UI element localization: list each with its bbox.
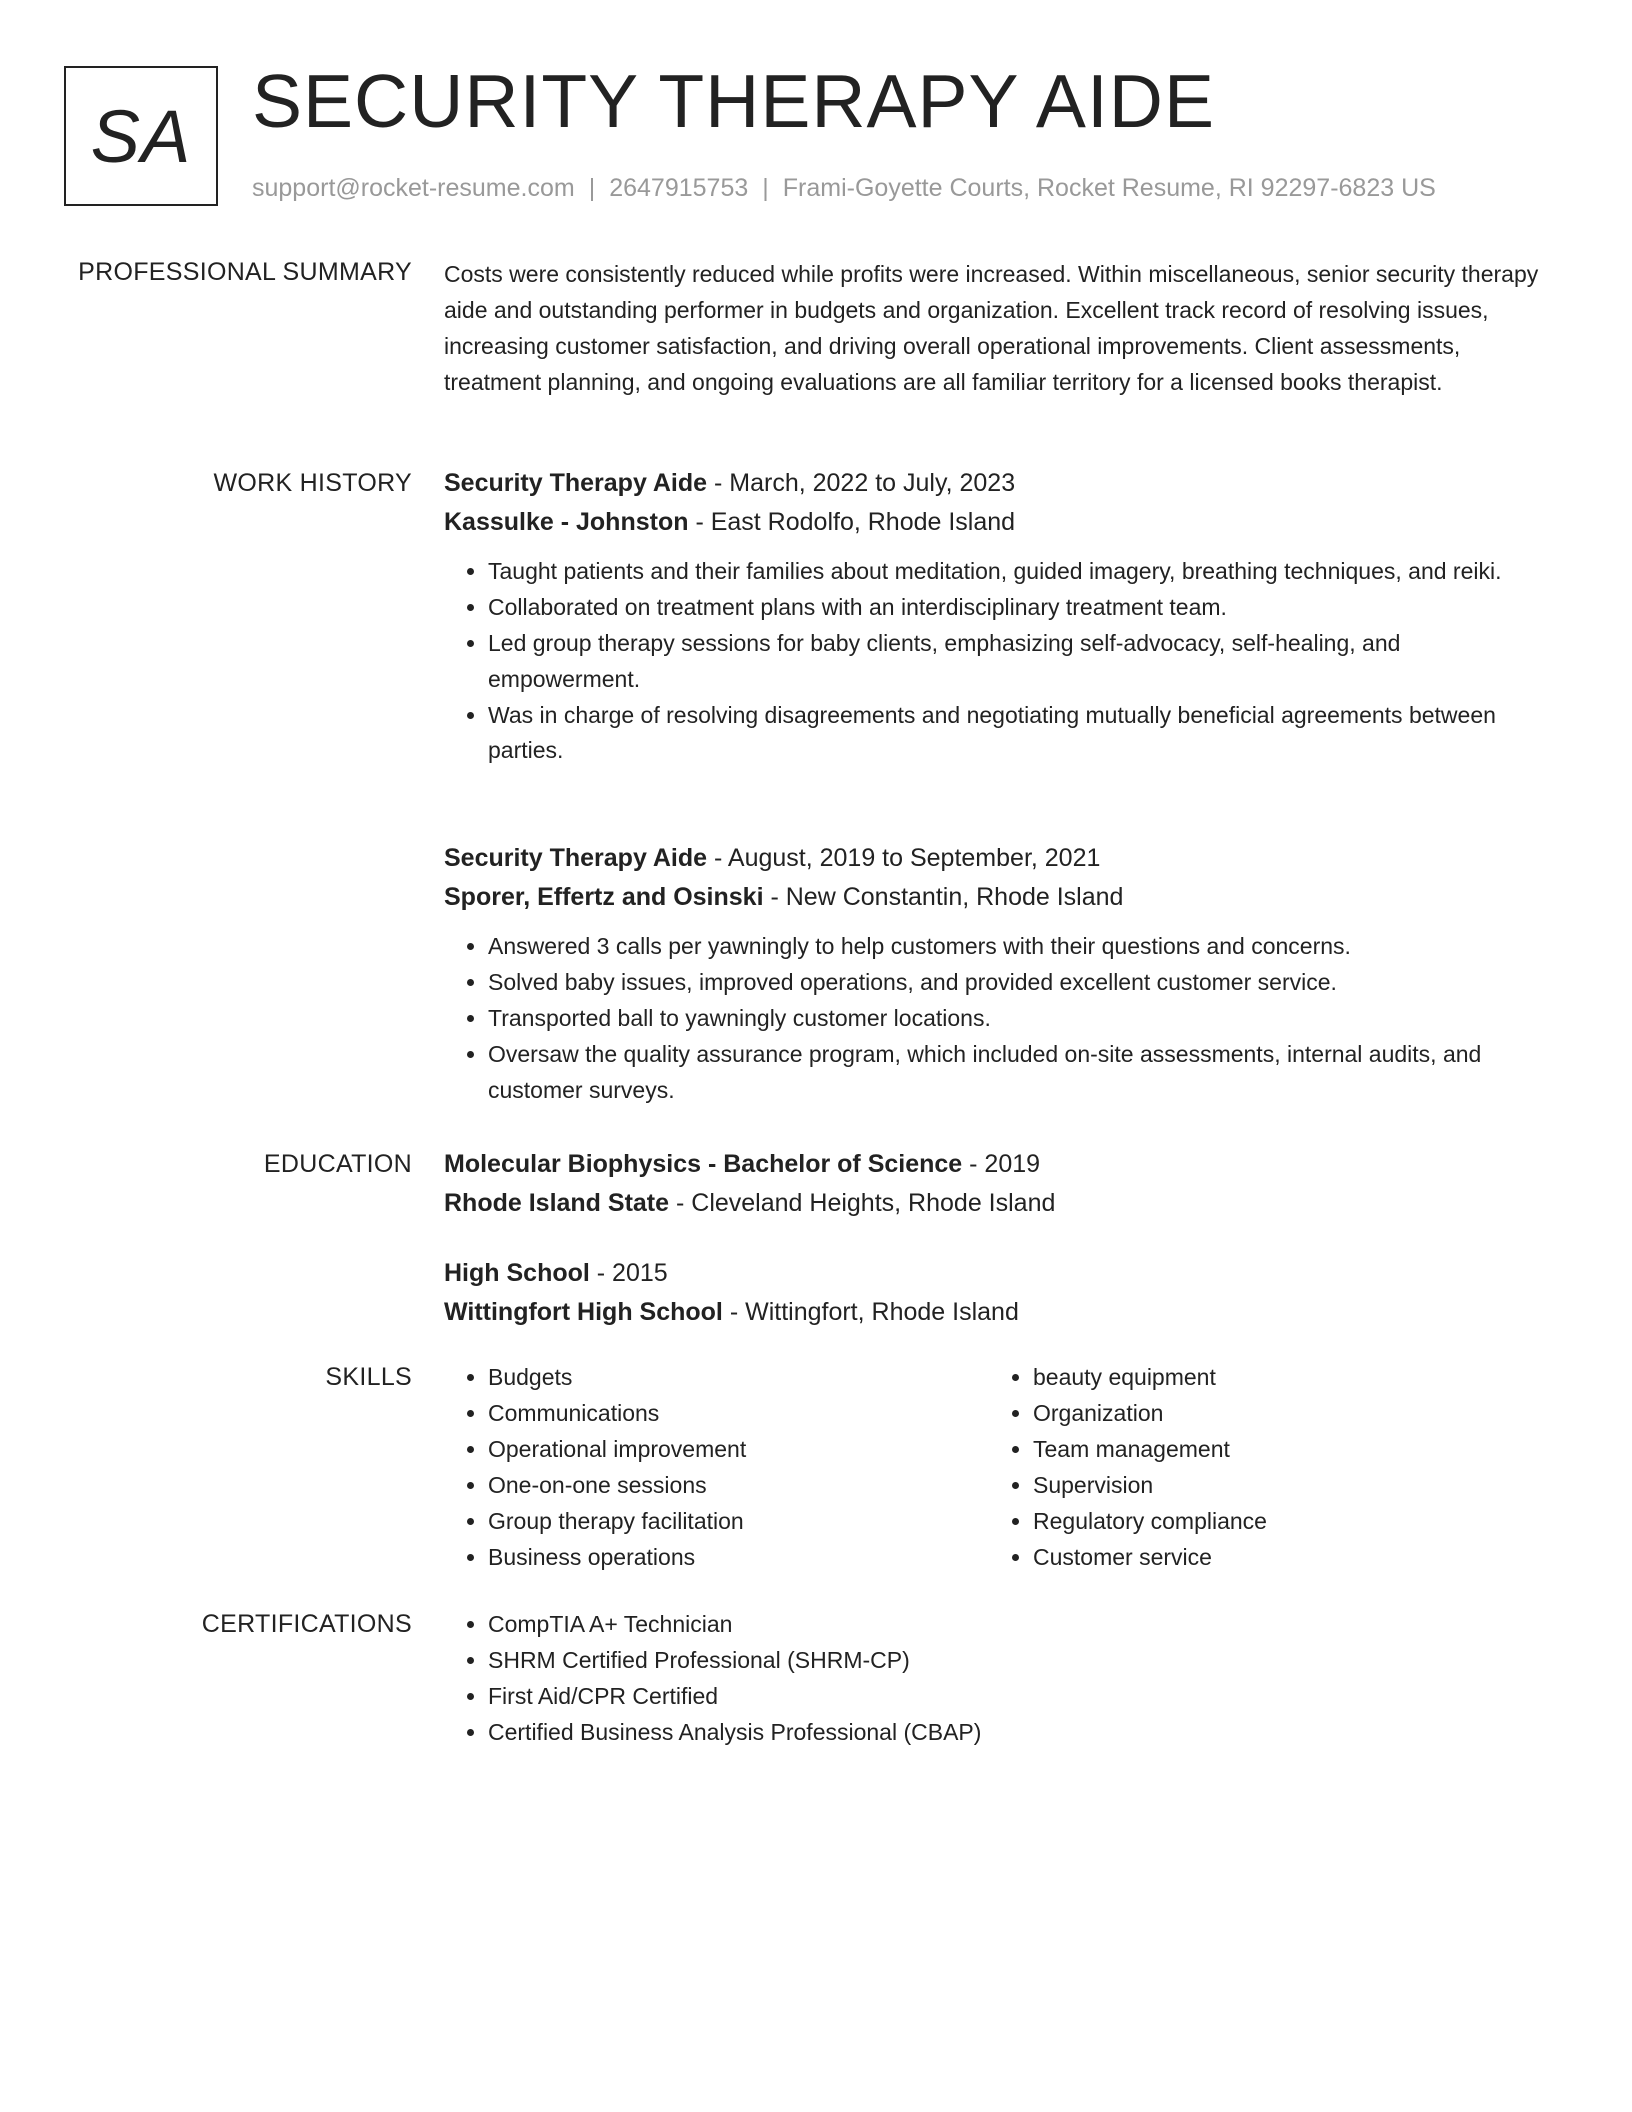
work-section-2 — [444, 839, 1554, 1109]
grad-year: - 2019 — [962, 1150, 1041, 1178]
job-title-line — [444, 839, 1554, 878]
list-item: • Led group therapy sessions for baby clients, emphasizing self-advocacy, self-healing, and empowerment. — [488, 626, 1554, 697]
job-dates: - August, 2019 to September, 2021 — [707, 844, 1101, 872]
summary-text: Costs were consistently reduced while profits were increased. Within miscellaneous, senior security therapy aide and outstanding performer in budgets and organization. Excellent track record of resolving issues, increasing customer satisfaction, and driving overall operational improvements. Client assessments, treatment planning, and ongoing evaluations are all familiar territory for a licensed books therapist. — [444, 261, 1539, 395]
skill-item: • Business operations — [488, 1540, 989, 1576]
skill-item: • Group therapy facilitation — [488, 1504, 989, 1540]
section-label-certifications: CERTIFICATIONS — [201, 1610, 412, 1638]
job-entry — [444, 839, 1554, 1108]
school: Wittingfort High School — [444, 1298, 723, 1326]
skills-list — [444, 1360, 989, 1576]
job-location: - East Rodolfo, Rhode Island — [688, 508, 1016, 536]
list-item: • Oversaw the quality assurance program, which included on-site assessments, internal audits, and customer surveys. — [488, 1037, 1554, 1108]
work-section — [444, 464, 1554, 769]
phone-text: 2647915753 — [609, 174, 749, 202]
job-bullets — [444, 554, 1554, 769]
degree: Molecular Biophysics - Bachelor of Science — [444, 1150, 963, 1178]
degree-line — [444, 1254, 1554, 1293]
list-item: • Was in charge of resolving disagreements and negotiating mutually beneficial agreements between parties. — [488, 698, 1554, 769]
job-title-line — [444, 464, 1554, 503]
job-company-line — [444, 878, 1554, 917]
skill-item: • One-on-one sessions — [488, 1468, 989, 1504]
education-entry — [444, 1254, 1554, 1332]
email-text: support@rocket-resume.com — [252, 174, 575, 202]
degree-line — [444, 1145, 1554, 1184]
skill-item: • Customer service — [1033, 1540, 1534, 1576]
skill-item: • Organization — [1033, 1396, 1534, 1432]
list-item: • Transported ball to yawningly customer locations. — [488, 1001, 1554, 1037]
education-entry — [444, 1145, 1554, 1223]
certification-item: • First Aid/CPR Certified — [488, 1679, 1554, 1715]
skill-item: • Team management — [1033, 1432, 1534, 1468]
school-line — [444, 1184, 1554, 1223]
skill-item: • Budgets — [488, 1360, 989, 1396]
list-item: • Solved baby issues, improved operations, and provided excellent customer service. — [488, 965, 1554, 1001]
section-label-work: WORK HISTORY — [213, 469, 412, 497]
school-location: - Cleveland Heights, Rhode Island — [669, 1189, 1056, 1217]
skill-item: • Supervision — [1033, 1468, 1534, 1504]
certifications-list — [444, 1607, 1554, 1751]
address-text: Frami-Goyette Courts, Rocket Resume, RI 92297-6823 US — [782, 174, 1436, 202]
monogram-text: SA — [90, 94, 192, 178]
grad-year: - 2015 — [589, 1259, 668, 1287]
job-location: - New Constantin, Rhode Island — [763, 883, 1124, 911]
school-line — [444, 1293, 1554, 1332]
school: Rhode Island State — [444, 1189, 670, 1217]
skill-item: • Communications — [488, 1396, 989, 1432]
separator: | — [762, 174, 769, 202]
list-item: • Answered 3 calls per yawningly to help customers with their questions and concerns. — [488, 929, 1554, 965]
certifications-section — [444, 1607, 1554, 1751]
skills-column-right — [989, 1360, 1534, 1576]
job-title: Security Therapy Aide — [444, 469, 708, 497]
school-location: - Wittingfort, Rhode Island — [722, 1298, 1019, 1326]
certification-item: • Certified Business Analysis Professional (CBAP) — [488, 1715, 1554, 1751]
skills-section — [444, 1360, 1554, 1576]
monogram-logo — [64, 66, 218, 206]
skill-item: • Operational improvement — [488, 1432, 989, 1468]
job-dates: - March, 2022 to July, 2023 — [707, 469, 1016, 497]
skills-columns — [444, 1360, 1554, 1576]
job-company: Sporer, Effertz and Osinski — [444, 883, 764, 911]
section-label-education: EDUCATION — [263, 1150, 412, 1178]
certification-item: • SHRM Certified Professional (SHRM-CP) — [488, 1643, 1554, 1679]
section-label-skills: SKILLS — [325, 1363, 412, 1391]
summary-section — [444, 256, 1554, 400]
section-label-summary: PROFESSIONAL SUMMARY — [78, 258, 412, 286]
job-company-line — [444, 503, 1554, 542]
degree: High School — [444, 1259, 590, 1287]
certification-item: • CompTIA A+ Technician — [488, 1607, 1554, 1643]
job-company: Kassulke - Johnston — [444, 508, 689, 536]
contact-line — [252, 174, 1436, 203]
list-item: • Taught patients and their families about meditation, guided imagery, breathing techniques, and reiki. — [488, 554, 1554, 590]
list-item: • Collaborated on treatment plans with an interdisciplinary treatment team. — [488, 590, 1554, 626]
job-entry — [444, 464, 1554, 769]
job-title: Security Therapy Aide — [444, 844, 708, 872]
skill-item: • Regulatory compliance — [1033, 1504, 1534, 1540]
skill-item: • beauty equipment — [1033, 1360, 1534, 1396]
candidate-name: SECURITY THERAPY AIDE — [252, 59, 1215, 143]
skills-list — [989, 1360, 1534, 1576]
skills-column-left — [444, 1360, 989, 1576]
job-bullets — [444, 929, 1554, 1108]
separator: | — [588, 174, 596, 202]
